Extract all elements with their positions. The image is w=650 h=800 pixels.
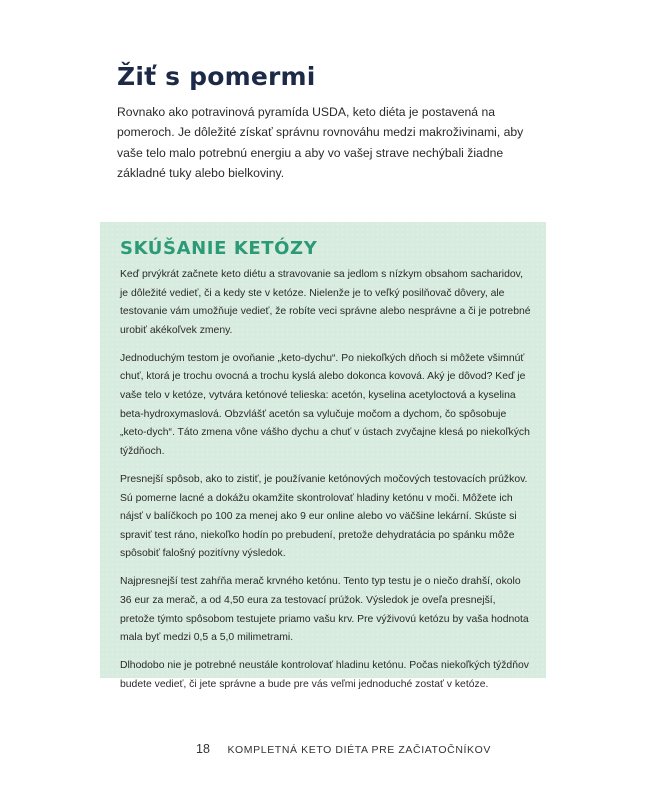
page-title: Žiť s pomermi	[117, 62, 316, 91]
sidebar-paragraph: Dlhodobo nie je potrebné neustále kontrolovať hladinu ketónu. Počas niekoľkých týždňov budete vedieť, či jete správne a bude pre vás veľmi jednoduché zostať v ketóze.	[120, 660, 529, 690]
sidebar-box	[100, 222, 546, 690]
sidebar-paragraph: Najpresnejší test zahŕňa merač krvného ketónu. Tento typ testu je o niečo drahší, okolo 36 eur za merač, a od 4,50 eura za testovací prúžok. Výsledok je oveľa presnejší, pretože týmto spôsobom testujete priamo vašu krv. Pre výživovú ketózu by vaša hodnota mala byť medzi 0,5 a 5,0 milimetrami.	[120, 576, 529, 644]
sidebar-paragraph: Keď prvýkrát začnete keto diétu a stravovanie sa jedlom s nízkym obsahom sacharidov, je dôležité vedieť, či a kedy ste v ketóze. Nielenže je to veľký posilňovač dôvery, ale testovanie vám umožňuje vedieť, že robíte veci správne alebo nesprávne a či je potrebné urobiť akékoľvek zmeny.	[120, 269, 531, 336]
sidebar-paragraph: Jednoduchým testom je ovoňanie „keto-dychu“. Po niekoľkých dňoch si môžete všimnúť chuť, ktorá je trochu ovocná a trochu kyslá alebo dokonca kovová. Aký je dôvod? Keď je vaše telo v ketóze, vytvára ketónové telieska: acetón, kyselina acetyloctová a kyselina beta-hydroxymaslová. Obzvlášť acetón sa vylučuje močom a dychom, čo spôsobuje „keto-dych“. Táto zmena vône vášho dychu a chuť v ústach zvyčajne klesá po niekoľkých týždňoch.	[120, 352, 530, 457]
intro-paragraph: Rovnako ako potravinová pyramída USDA, keto diéta je postavená na pomeroch. Je dôležité získať správnu rovnováhu medzi makroživinami, aby vaše telo malo potrebnú energiu a aby vo vašej strave nechýbali žiadne základné tuky alebo bielkoviny.	[117, 105, 524, 181]
sidebar-box-title: SKÚŠANIE KETÓZY	[120, 238, 318, 259]
page-number: 18	[196, 742, 210, 756]
sidebar-box-body	[120, 266, 532, 704]
book-title: KOMPLETNÁ KETO DIÉTA PRE ZAČIATOČNÍKOV	[227, 744, 492, 756]
page-footer	[196, 742, 491, 756]
sidebar-paragraph: Presnejší spôsob, ako to zistiť, je používanie ketónových močových testovacích prúžkov. Sú pomerne lacné a dokážu okamžite skontrolovať hladiny ketónu v moči. Môžete ich nájsť v balíčkoch po 100 za menej ako 9 eur online alebo vo väčšine lekární. Skúste si spraviť test ráno, niekoľko hodín po prebudení, pretože dehydratácia po spánku môže spôsobiť falošný pozitívny výsledok.	[120, 473, 528, 560]
